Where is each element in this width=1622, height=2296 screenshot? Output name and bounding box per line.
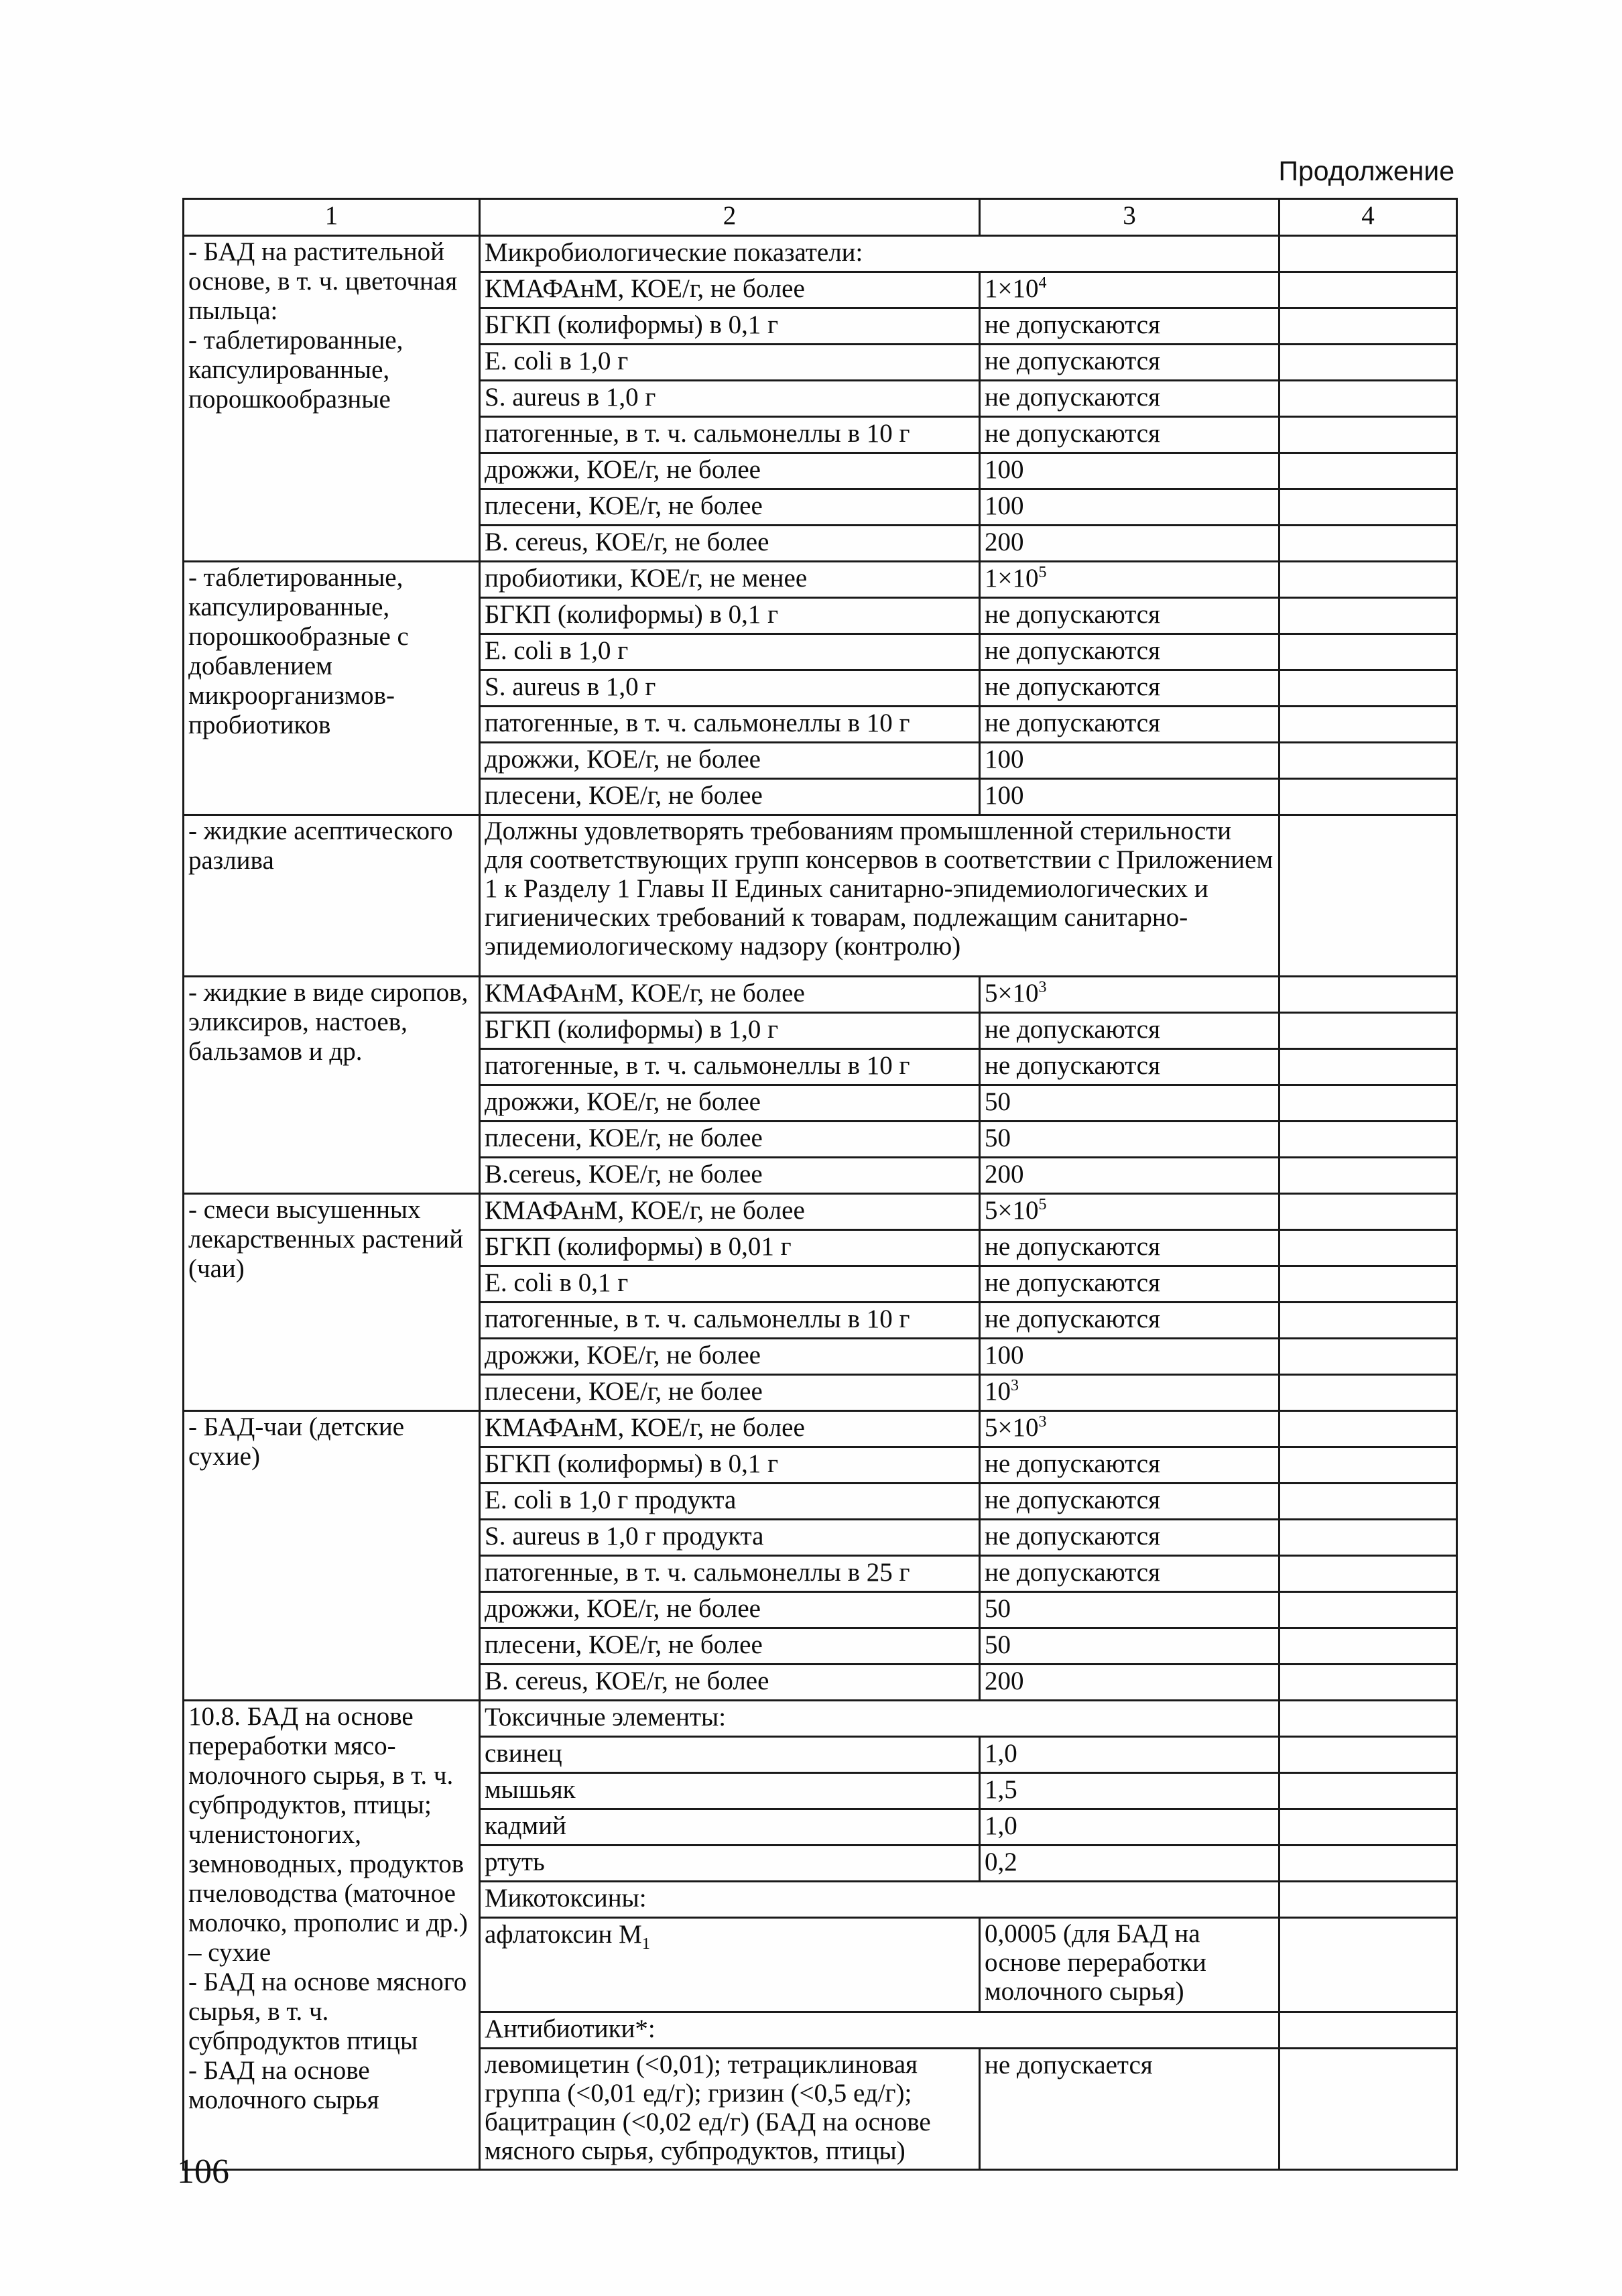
category-cell: - таблетированные, капсулированные, порошкообразные с добавлением микроорганизмов-пробиотиков [184,562,480,815]
notes-cell [1280,272,1457,308]
indicator-cell: S. aureus в 1,0 г [480,670,980,707]
table-row [184,562,1457,598]
notes-cell [1280,1158,1457,1194]
indicator-cell: E. coli в 1,0 г продукта [480,1484,980,1520]
notes-cell [1280,1665,1457,1701]
indicator-heading: Антибиотики*: [480,2012,1280,2049]
indicator-cell: B. cereus, КОЕ/г, не более [480,526,980,562]
category-cell: - БАД-чаи (детские сухие) [184,1411,480,1701]
value-cell: 1,5 [980,1773,1280,1809]
notes-cell [1280,1484,1457,1520]
notes-cell [1280,1303,1457,1339]
indicator-cell: БГКП (колиформы) в 0,1 г [480,1447,980,1484]
value-cell: 1,0 [980,1809,1280,1846]
value-cell: не допускаются [980,1484,1280,1520]
notes-cell [1280,345,1457,381]
indicator-cell: плесени, КОЕ/г, не более [480,489,980,526]
notes-cell [1280,779,1457,815]
indicator-cell: дрожжи, КОЕ/г, не более [480,1339,980,1375]
notes-cell [1280,1918,1457,2012]
value-cell: 100 [980,743,1280,779]
notes-cell [1280,489,1457,526]
value-cell: 200 [980,1158,1280,1194]
indicator-cell: патогенные, в т. ч. сальмонеллы в 10 г [480,707,980,743]
value-cell: не допускаются [980,598,1280,634]
value-cell: 100 [980,453,1280,489]
notes-cell [1280,670,1457,707]
value-cell: 50 [980,1122,1280,1158]
notes-cell [1280,1520,1457,1556]
indicator-cell: дрожжи, КОЕ/г, не более [480,1085,980,1122]
value-cell: не допускаются [980,417,1280,453]
notes-cell [1280,417,1457,453]
category-cell: - смеси высушенных лекарственных растений (чаи) [184,1194,480,1411]
indicator-cell: БГКП (колиформы) в 0,1 г [480,598,980,634]
value-cell: не допускаются [980,670,1280,707]
indicator-heading: Микотоксины: [480,1882,1280,1918]
indicator-cell: E. coli в 1,0 г [480,634,980,670]
notes-cell [1280,1628,1457,1665]
indicator-cell: S. aureus в 1,0 г [480,381,980,417]
value-cell: не допускаются [980,707,1280,743]
notes-cell [1280,236,1457,272]
table-row [184,1411,1457,1447]
notes-cell [1280,743,1457,779]
value-cell: не допускаются [980,345,1280,381]
value-cell: 0,0005 (для БАД на основе переработки молочного сырья) [980,1918,1280,2012]
indicator-cell: плесени, КОЕ/г, не более [480,1375,980,1411]
notes-cell [1280,707,1457,743]
indicator-cell: B. cereus, КОЕ/г, не более [480,1665,980,1701]
value-cell: не допускаются [980,381,1280,417]
category-cell [184,236,480,562]
value-cell: не допускаются [980,634,1280,670]
notes-cell [1280,977,1457,1013]
indicator-cell: дрожжи, КОЕ/г, не более [480,1592,980,1628]
category-cell: - жидкие в виде сиропов, эликсиров, настоев, бальзамов и др. [184,977,480,1194]
indicator-cell: плесени, КОЕ/г, не более [480,1628,980,1665]
indicator-cell: пробиотики, КОЕ/г, не менее [480,562,980,598]
indicator-cell: патогенные, в т. ч. сальмонеллы в 10 г [480,1303,980,1339]
value-cell: не допускаются [980,1556,1280,1592]
header-cell: 3 [980,199,1280,236]
indicator-cell: БГКП (колиформы) в 0,01 г [480,1230,980,1266]
notes-cell [1280,562,1457,598]
indicator-cell: патогенные, в т. ч. сальмонеллы в 10 г [480,1049,980,1085]
notes-cell [1280,453,1457,489]
indicator-cell: кадмий [480,1809,980,1846]
indicator-cell: КМАФАнМ, КОЕ/г, не более [480,1194,980,1230]
indicator-cell: афлатоксин $M_1$ [480,1918,980,2012]
notes-cell [1280,1882,1457,1918]
value-cell: $10^3$ [980,1375,1280,1411]
indicator-heading: Микробиологические показатели: [480,236,1280,272]
value-cell: $1\times 10^5$ [980,562,1280,598]
indicator-heading: Токсичные элементы: [480,1701,1280,1737]
indicator-cell: дрожжи, КОЕ/г, не более [480,743,980,779]
category-cell: - жидкие асептического разлива [184,815,480,977]
table-header-row [184,199,1457,236]
indicator-cell: БГКП (колиформы) в 0,1 г [480,308,980,345]
notes-cell [1280,1773,1457,1809]
value-cell: 50 [980,1628,1280,1665]
category-text: 10.8. БАД на основе переработки мясо-молочного сырья, в т. ч. субпродуктов, птицы; членистоногих, земноводных, продуктов пчеловодства (маточное молочко, прополис и др.) – сухие - БАД на основе мясного сырья, в т. ч. субпродуктов птицы - БАД на основе молочного сырья [188,1702,469,2114]
page-number: 106 [177,2153,229,2191]
indicator-cell: патогенные, в т. ч. сальмонеллы в 10 г [480,417,980,453]
indicator-cell: E. coli в 0,1 г [480,1266,980,1303]
notes-cell [1280,1230,1457,1266]
indicator-cell: КМАФАнМ, КОЕ/г, не более [480,977,980,1013]
value-cell: $5\times 10^3$ [980,977,1280,1013]
indicator-cell: мышьяк [480,1773,980,1809]
category-cell [184,1701,480,2170]
value-cell: не допускаются [980,1013,1280,1049]
notes-cell [1280,1411,1457,1447]
notes-cell [1280,1049,1457,1085]
notes-cell [1280,381,1457,417]
table-row [184,977,1457,1013]
notes-cell [1280,1266,1457,1303]
notes-cell [1280,1085,1457,1122]
notes-cell [1280,1375,1457,1411]
indicator-cell: S. aureus в 1,0 г продукта [480,1520,980,1556]
value-cell: 100 [980,1339,1280,1375]
notes-cell [1280,1846,1457,1882]
value-cell: $1\times 10^4$ [980,272,1280,308]
value-cell: 0,2 [980,1846,1280,1882]
value-cell: не допускается [980,2049,1280,2170]
notes-cell [1280,634,1457,670]
notes-cell [1280,1701,1457,1737]
table-row [184,815,1457,977]
value-cell: $5\times 10^3$ [980,1411,1280,1447]
value-cell: 100 [980,779,1280,815]
value-cell: не допускаются [980,1303,1280,1339]
notes-cell [1280,2012,1457,2049]
indicator-cell: КМАФАнМ, КОЕ/г, не более [480,1411,980,1447]
value-cell: 50 [980,1592,1280,1628]
header-cell: 4 [1280,199,1457,236]
indicator-cell: свинец [480,1737,980,1773]
value-cell: не допускаются [980,1447,1280,1484]
indicator-cell: B.cereus, КОЕ/г, не более [480,1158,980,1194]
notes-cell [1280,1592,1457,1628]
indicator-cell: плесени, КОЕ/г, не более [480,1122,980,1158]
table-row [184,236,1457,272]
indicator-cell: ртуть [480,1846,980,1882]
notes-cell [1280,1013,1457,1049]
notes-cell [1280,526,1457,562]
indicator-cell: дрожжи, КОЕ/г, не более [480,453,980,489]
notes-cell [1280,598,1457,634]
header-cell: 1 [184,199,480,236]
requirement-text: Должны удовлетворять требованиям промышленной стерильности для соответствующих групп консервов в соответствии с Приложением 1 к Разделу 1 Главы II Единых санитарно-эпидемиологических и гигиенических требований к товарам, подлежащим санитарно-эпидемиологическому надзору (контролю) [480,815,1280,977]
value-cell: не допускаются [980,1049,1280,1085]
notes-cell [1280,1737,1457,1773]
notes-cell [1280,1339,1457,1375]
value-cell: 100 [980,489,1280,526]
indicator-cell: плесени, КОЕ/г, не более [480,779,980,815]
notes-cell [1280,308,1457,345]
value-cell: 1,0 [980,1737,1280,1773]
notes-cell [1280,2049,1457,2170]
value-cell: не допускаются [980,308,1280,345]
notes-cell [1280,1122,1457,1158]
requirements-table [182,198,1458,2171]
header-cell: 2 [480,199,980,236]
value-cell: не допускаются [980,1520,1280,1556]
notes-cell [1280,1809,1457,1846]
notes-cell [1280,1556,1457,1592]
notes-cell [1280,1194,1457,1230]
value-cell: 200 [980,526,1280,562]
table-row [184,1194,1457,1230]
value-cell: не допускаются [980,1266,1280,1303]
continued-label: Продолжение [1278,156,1454,186]
value-cell: не допускаются [980,1230,1280,1266]
indicator-cell: патогенные, в т. ч. сальмонеллы в 25 г [480,1556,980,1592]
notes-cell [1280,815,1457,977]
value-cell: 50 [980,1085,1280,1122]
notes-cell [1280,1447,1457,1484]
indicator-cell: КМАФАнМ, КОЕ/г, не более [480,272,980,308]
table-row [184,1701,1457,1737]
indicator-cell: левомицетин (<0,01); тетрациклиновая группа (<0,01 ед/г); гризин (<0,5 ед/г); бацитрацин (<0,02 ед/г) (БАД на основе мясного сырья, субпродуктов, птицы) [480,2049,980,2170]
indicator-cell: E. coli в 1,0 г [480,345,980,381]
indicator-cell: БГКП (колиформы) в 1,0 г [480,1013,980,1049]
value-cell: 200 [980,1665,1280,1701]
category-text: - БАД на растительной основе, в т. ч. цветочная пыльца: - таблетированные, капсулированные, порошкообразные [188,237,458,414]
value-cell: $5\times 10^5$ [980,1194,1280,1230]
